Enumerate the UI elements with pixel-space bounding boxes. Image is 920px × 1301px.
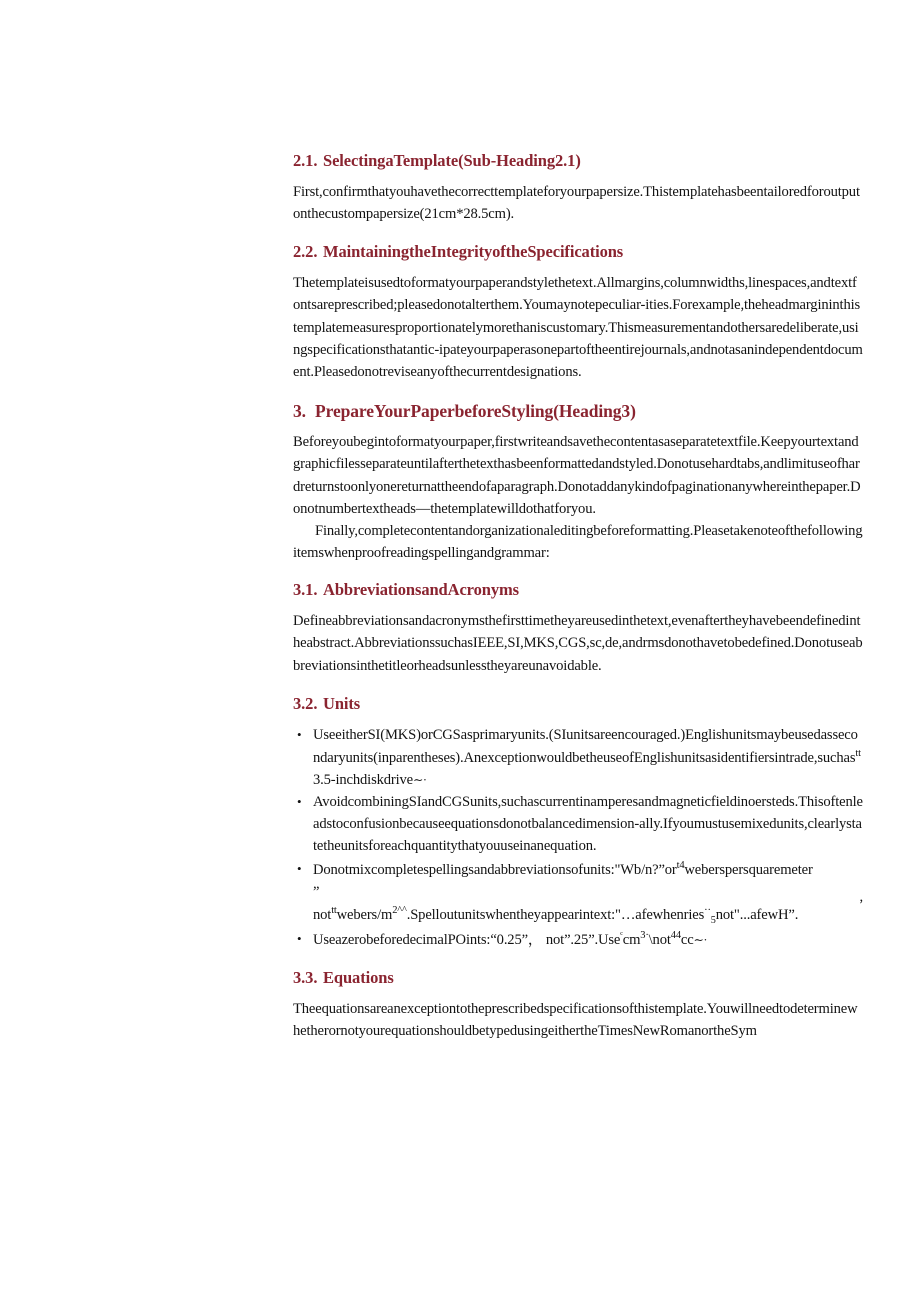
heading-3-3-number: 3.3. <box>293 968 318 988</box>
bullet-spellings-sup-c: 2^^ <box>392 904 407 916</box>
heading-3-3 <box>293 969 863 988</box>
bullet-spellings-sup-b: tt <box>331 904 337 916</box>
bullet-zero-seg4: cc <box>680 932 694 949</box>
bullet-spellings-seg4: webers/m <box>336 906 393 923</box>
bullet-marker-icon: • <box>297 860 302 876</box>
spacer <box>293 171 863 181</box>
orphan-comma-mark: , <box>859 888 863 905</box>
bullet-si-mks-tail: ∼· <box>413 772 427 787</box>
spacer <box>293 564 863 581</box>
bullet-zero-sup-a: ᶜ <box>620 930 623 942</box>
bullet-zero-seg3: \not <box>648 932 671 949</box>
heading-3-number: 3. <box>293 401 306 422</box>
heading-3-1 <box>293 581 863 600</box>
bullet-avoid-mixing-text: AvoidcombiningSIandCGSunits,suchascurrentinamperesandmagneticfieldinoersteds.Thisoftenleadstoconfusionbecauseequationsdonotbalancedimension-ally.Ifyoumustusemixedunits,clearlystatetheunitsforeachquantitythatyouuseinanequation. <box>313 794 863 855</box>
list-item <box>293 928 863 951</box>
heading-2-2-number: 2.2. <box>293 242 318 262</box>
bullet-spellings-seg5: .Spelloutunitswhentheyappearintext:"…afewhenries <box>406 906 705 923</box>
bullet-spellings-seg3: not <box>313 906 332 923</box>
bullet-zero-tail: ∼· <box>693 933 708 948</box>
bullet-spellings-seg1: Donotmixcompletespellingsandabbreviationsofunits:"Wb/n?”or <box>313 861 677 878</box>
spacer <box>293 951 863 969</box>
heading-3-2-number: 3.2. <box>293 693 318 713</box>
paragraph-3-3-1: Theequationsareanexceptiontotheprescribedspecificationsofthistemplate.YouwillneedtodeterminewhetherornotyourequationshouldbetypedusingeithertheTimesNewRomanortheSym <box>293 1001 858 1040</box>
paragraph-2-1-1: First,confirmthatyouhavethecorrecttemplateforyourpapersize.Thistemplatehasbeentailoredforoutputonthecustompapersize(21cm*28.5cm). <box>293 183 860 223</box>
heading-2-1 <box>293 152 863 171</box>
heading-3 <box>293 401 863 421</box>
paragraph-3-1: Beforeyoubegintoformatyourpaper,firstwriteandsavethecontentasaseparatetextfile.Keepyourtextandgraphicfilesseparateuntilafterthetexthasbeenformattedandstyled.Donotusehardtabs,andlimituseofhardreturnstoonlyonereturnattheendofaparagraph.Donotaddanykindofpaginationanywhereinthepaper.Donotnumbertextheads—thetemplatewilldothatforyou. <box>293 434 861 517</box>
bullet-spellings-seg6: not"...afewH”. <box>715 906 799 923</box>
list-item <box>293 858 863 929</box>
spacer <box>293 421 863 431</box>
heading-2-2 <box>293 243 863 262</box>
spacer <box>293 262 863 272</box>
heading-2-2-title: MaintainingtheIntegrityoftheSpecifications <box>323 242 624 262</box>
heading-3-3-title: Equations <box>323 968 394 988</box>
bullet-zero-sup-c: 44 <box>670 930 681 942</box>
heading-3-1-number: 3.1. <box>293 580 318 600</box>
orphan-quote-line <box>313 881 863 903</box>
bullet-si-mks-lead: UseeitherSI(MKS)orCGSasprimaryunits.(SIunitsareencouraged.)Englishunitsmaybeusedassecondaryunits(inparentheses).AnexceptionwouldbetheuseofEnglishunitsasidentifiersintrade,suchas <box>313 726 858 766</box>
paragraph-2-2-1: Thetemplateisusedtoformatyourpaperandstylethetext.Allmargins,columnwidths,linespaces,andtextfontsareprescribed;pleasedonotalterthem.Youmaynotepeculiar-ities.Forexample,theheadmargininthistemplatemeasuresproportionatelymorethaniscustomary.Thismeasurementandothersaredeliberate,usingspecificationsthatantic-ipateyourpaperasonepartoftheentirejournals,andnotasanindependentdocument.Pleasedonotreviseanyofthecurrentdesignations. <box>293 275 863 380</box>
bullet-marker-icon: • <box>297 794 302 810</box>
orphan-quote-mark: ” <box>313 883 320 900</box>
paragraph-3-1-1: Defineabbreviationsandacronymsthefirsttimetheyareusedinthetext,evenaftertheyhavebeendefinedintheabstract.AbbreviationssuchasIEEE,SI,MKS,CGS,sc,de,andrmsdonothavetobedefined.Donotuseabbreviationsinthetitleorheadsunlesstheyareunavoidable. <box>293 613 863 674</box>
bullet-marker-icon: • <box>297 931 302 947</box>
document-content-column <box>293 152 863 1043</box>
bullet-zero-seg1: UseazerobeforedecimalPOints:“0.25”， not”.25”.Use <box>313 932 621 949</box>
bullet-si-mks-mid: 3.5-inchdiskdrive <box>313 771 413 788</box>
heading-3-1-title: AbbreviationsandAcronyms <box>323 580 519 600</box>
paragraph-3-2: Finally,completecontentandorganizationaleditingbeforeformatting.Pleasetakenoteofthefollowingitemswhenproofreadingspellingandgrammar: <box>293 522 863 562</box>
bullet-spellings-sup-d: ·· <box>704 904 711 916</box>
bullet-spellings-sup-a: t4 <box>676 859 685 871</box>
heading-3-2 <box>293 695 863 714</box>
heading-2-1-number: 2.1. <box>293 151 318 170</box>
spacer <box>293 988 863 998</box>
spacer <box>293 225 863 243</box>
bullet-marker-icon: • <box>297 726 302 742</box>
heading-3-title: PrepareYourPaperbeforeStyling(Heading3) <box>315 401 636 422</box>
list-item <box>293 724 863 791</box>
bullet-spellings-seg2: weberspersquaremeter <box>684 861 813 878</box>
spacer <box>293 714 863 724</box>
list-item <box>293 791 863 858</box>
spacer <box>293 600 863 610</box>
spacer <box>293 383 863 401</box>
units-bullet-list <box>293 724 863 951</box>
heading-3-2-title: Units <box>323 693 361 713</box>
bullet-zero-sup-b: 3· <box>640 930 649 942</box>
heading-2-1-title: SelectingaTemplate(Sub-Heading2.1) <box>323 151 581 170</box>
bullet-zero-seg2: cm <box>622 932 641 949</box>
bullet-spellings-sub-d: 5 <box>710 914 716 926</box>
spacer <box>293 677 863 695</box>
bullet-si-mks-sup: tt <box>855 747 861 759</box>
